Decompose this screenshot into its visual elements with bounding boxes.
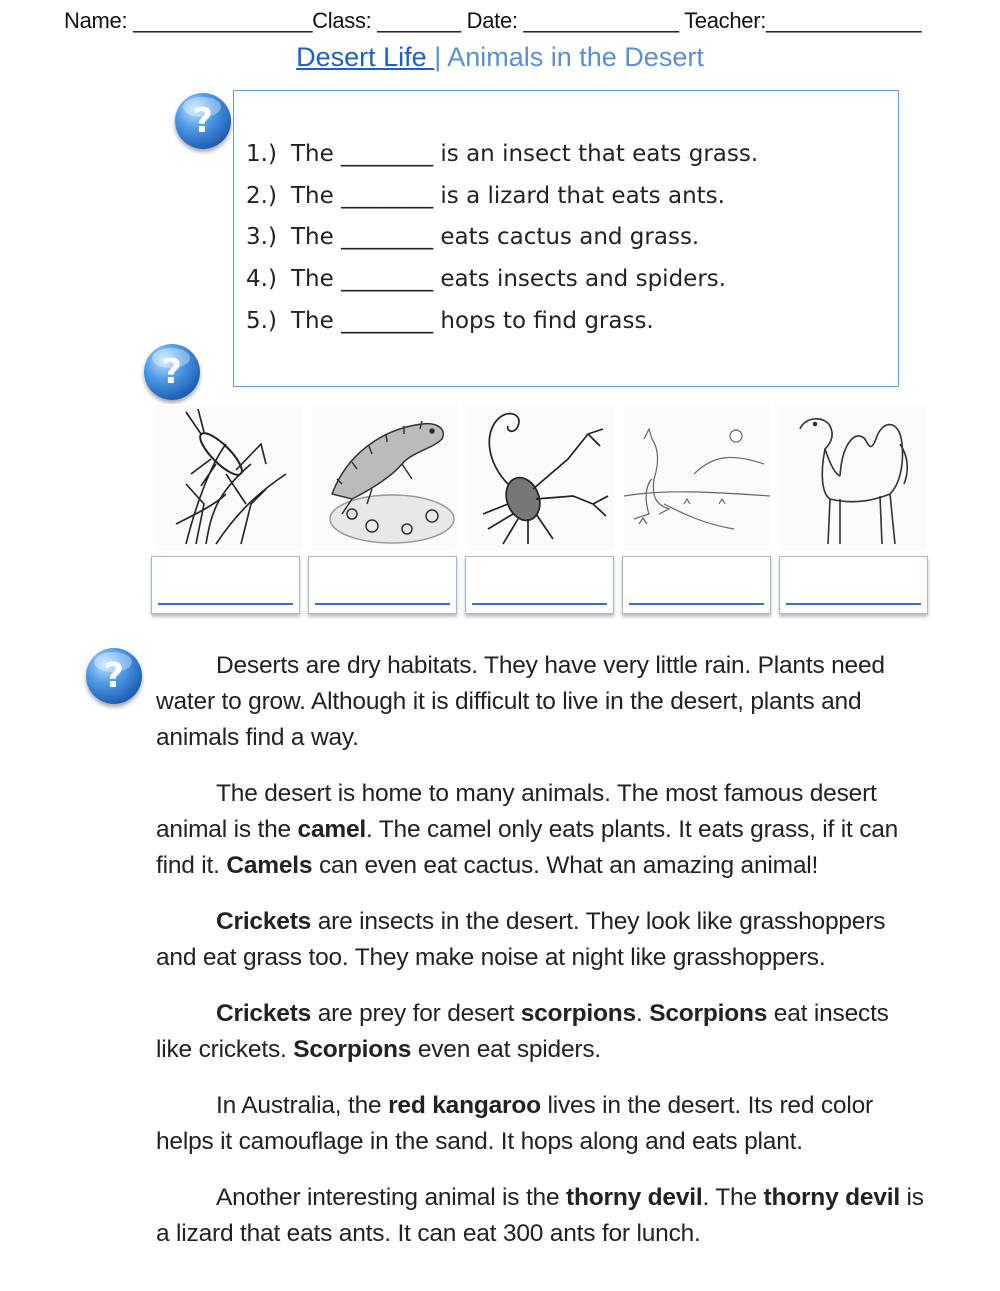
answer-box-1[interactable] xyxy=(151,556,300,614)
passage-text: . The xyxy=(702,1184,764,1211)
answer-box-4[interactable] xyxy=(622,556,771,614)
question-3 xyxy=(246,224,699,250)
passage-paragraph xyxy=(156,996,926,1068)
passage-text: . xyxy=(635,1000,650,1027)
bold-term: red kangaroo xyxy=(388,1092,541,1119)
answer-line xyxy=(786,603,921,605)
answer-box-2[interactable] xyxy=(308,556,457,614)
bold-term: Camels xyxy=(226,852,313,879)
title-subtitle: | Animals in the Desert xyxy=(434,42,704,72)
bold-term: Crickets xyxy=(216,908,312,935)
question-text: The ________ hops to find grass. xyxy=(291,308,654,334)
passage-paragraph xyxy=(156,904,926,976)
passage-paragraph xyxy=(156,648,926,756)
question-help-icon[interactable]: ? xyxy=(175,93,231,149)
answer-line xyxy=(629,603,764,605)
page-title xyxy=(0,42,1000,73)
question-number: 1.) xyxy=(246,141,277,167)
answer-box-3[interactable] xyxy=(465,556,614,614)
thorny-devil-icon[interactable] xyxy=(312,404,458,550)
reading-passage xyxy=(156,648,926,1272)
passage-text: eat insects like crickets. xyxy=(156,1000,889,1063)
question-help-icon[interactable]: ? xyxy=(86,648,142,704)
question-5 xyxy=(246,308,654,334)
bold-term: Scorpions xyxy=(649,1000,768,1027)
bold-term: Crickets xyxy=(216,1000,312,1027)
passage-text: are insects in the desert. They look like grasshoppers and eat grass too. They make noise at night like grasshoppers. xyxy=(156,908,886,971)
passage-paragraph xyxy=(156,776,926,884)
answer-line xyxy=(158,603,293,605)
bold-term: thorny devil xyxy=(763,1184,900,1211)
passage-text: Deserts are dry habitats. They have very little rain. Plants need water to grow. Although it is difficult to live in the desert, plants and animals find a way. xyxy=(156,652,885,751)
bold-term: thorny devil xyxy=(566,1184,703,1211)
passage-paragraph xyxy=(156,1088,926,1160)
passage-text: . The camel only eats plants. It eats grass, if it can find it. xyxy=(156,816,899,879)
desert-life-link[interactable]: Desert Life xyxy=(296,42,435,72)
question-number: 5.) xyxy=(246,308,277,334)
scorpion-icon[interactable] xyxy=(468,404,614,550)
passage-text: even eat spiders. xyxy=(411,1036,602,1063)
question-number: 2.) xyxy=(246,183,277,209)
question-4 xyxy=(246,266,726,292)
question-number: 4.) xyxy=(246,266,277,292)
question-text: The ________ eats insects and spiders. xyxy=(291,266,727,292)
passage-text: In Australia, the xyxy=(216,1092,389,1119)
question-text: The ________ is a lizard that eats ants. xyxy=(291,183,725,209)
camel-icon[interactable] xyxy=(780,404,926,550)
question-number: 3.) xyxy=(246,224,277,250)
question-1 xyxy=(246,141,758,167)
cricket-icon[interactable] xyxy=(156,404,302,550)
answer-line xyxy=(315,603,450,605)
passage-text: Another interesting animal is the xyxy=(216,1184,567,1211)
bold-term: scorpions xyxy=(520,1000,636,1027)
student-info-header: Name: _______________Class: _______ Date: _____________ Teacher:_____________ xyxy=(64,8,922,33)
passage-paragraph xyxy=(156,1180,926,1252)
passage-text: can even eat cactus. What an amazing animal! xyxy=(312,852,819,879)
passage-text: The desert is home to many animals. The most famous desert animal is the xyxy=(156,780,877,843)
passage-text: are prey for desert xyxy=(311,1000,521,1027)
question-text: The ________ is an insect that eats grass. xyxy=(291,141,759,167)
question-text: The ________ eats cactus and grass. xyxy=(291,224,700,250)
answer-box-5[interactable] xyxy=(779,556,928,614)
answer-line xyxy=(472,603,607,605)
question-2 xyxy=(246,183,725,209)
passage-text: is a lizard that eats ants. It can eat 300 ants for lunch. xyxy=(156,1184,924,1247)
questions-box xyxy=(233,90,899,387)
bold-term: camel xyxy=(297,816,367,843)
question-help-icon[interactable]: ? xyxy=(144,344,200,400)
bold-term: Scorpions xyxy=(293,1036,412,1063)
passage-text: lives in the desert. Its red color helps it camouflage in the sand. It hops along and eats plant. xyxy=(156,1092,873,1155)
kangaroo-icon[interactable] xyxy=(624,404,770,550)
